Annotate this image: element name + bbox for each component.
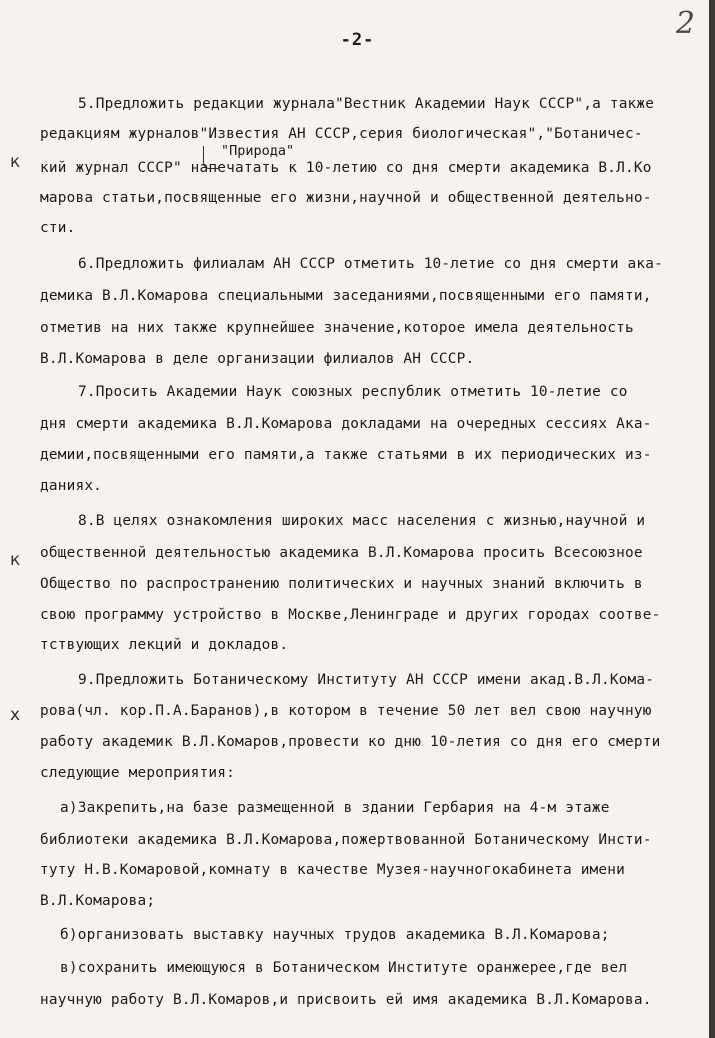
text-line: марова статьи,посвященные его жизни,научной и общественной деятельно- — [40, 190, 652, 206]
margin-mark: к — [10, 152, 21, 172]
text-line: отметив на них также крупнейшее значение,которое имела деятельность — [40, 320, 634, 336]
text-line: научную работу В.Л.Комаров,и присвоить ей имя академика В.Л.Комарова. — [40, 992, 652, 1008]
text-line: 5.Предложить редакции журнала"Вестник Академии Наук СССР",а также — [78, 96, 655, 112]
page-number: -2- — [340, 30, 375, 50]
text-line: рова(чл. кор.П.А.Баранов),в котором в течение 50 лет вел свою научную — [40, 703, 652, 719]
text-line: следующие мероприятия: — [40, 765, 236, 781]
text-line: 9.Предложить Ботаническому Институту АН СССР имени акад.В.Л.Кома- — [78, 672, 655, 688]
text-line: библиотеки академика В.Л.Комарова,пожертвованной Ботаническому Инсти- — [40, 832, 652, 848]
handwritten-page-number: 2 — [675, 6, 695, 41]
text-line: в)сохранить имеющуюся в Ботаническом Институте оранжерее,где вел — [60, 960, 628, 976]
text-line: 6.Предложить филиалам АН СССР отметить 10-летие со дня смерти ака- — [78, 256, 664, 272]
text-line: туту Н.В.Комаровой,комнату в качестве Музея-научногокабинета имени — [40, 862, 626, 878]
text-line: свою программу устройство в Москве,Ленинграде и других городах соотве- — [40, 607, 661, 623]
text-line: а)Закрепить,на базе размещенной в здании Гербария на 4-м этаже — [60, 800, 610, 816]
text-line: работу академик В.Л.Комаров,провести ко дню 10-летия со дня его смерти — [40, 734, 661, 750]
text-line: общественной деятельностью академика В.Л.Комарова просить Всесоюзное — [40, 545, 643, 561]
handwritten-insert: "Природа" — [221, 143, 295, 159]
text-line: 8.В целях ознакомления широких масс населения с жизнью,научной и — [78, 513, 646, 529]
text-line: б)организовать выставку научных трудов академика В.Л.Комарова; — [60, 927, 610, 943]
margin-mark: к — [10, 550, 21, 570]
text-line: кий журнал СССР" напечатать к 10-летию со дня смерти академика В.Л.Ко — [40, 160, 652, 176]
text-line: тствующих лекций и докладов. — [40, 637, 289, 653]
text-line: демика В.Л.Комарова специальными заседаниями,посвященными его памяти, — [40, 288, 652, 304]
page-edge-shadow — [709, 0, 715, 1038]
text-line: редакциям журналов"Известия АН СССР,серия биологическая","Ботаничес- — [40, 126, 643, 142]
margin-mark: х — [10, 705, 21, 725]
text-line: даниях. — [40, 478, 103, 494]
text-line: дня смерти академика В.Л.Комарова докладами на очередных сессиях Ака- — [40, 416, 652, 432]
text-line: демии,посвященными его памяти,а также статьями в их периодических из- — [40, 447, 652, 463]
text-line: сти. — [40, 220, 76, 236]
text-line: 7.Просить Академии Наук союзных республик отметить 10-летие со — [78, 384, 628, 400]
text-line: В.Л.Комарова в деле организации филиалов АН СССР. — [40, 351, 475, 367]
text-line: Общество по распространению политических и научных знаний включить в — [40, 576, 643, 592]
text-line: В.Л.Комарова; — [40, 893, 156, 909]
